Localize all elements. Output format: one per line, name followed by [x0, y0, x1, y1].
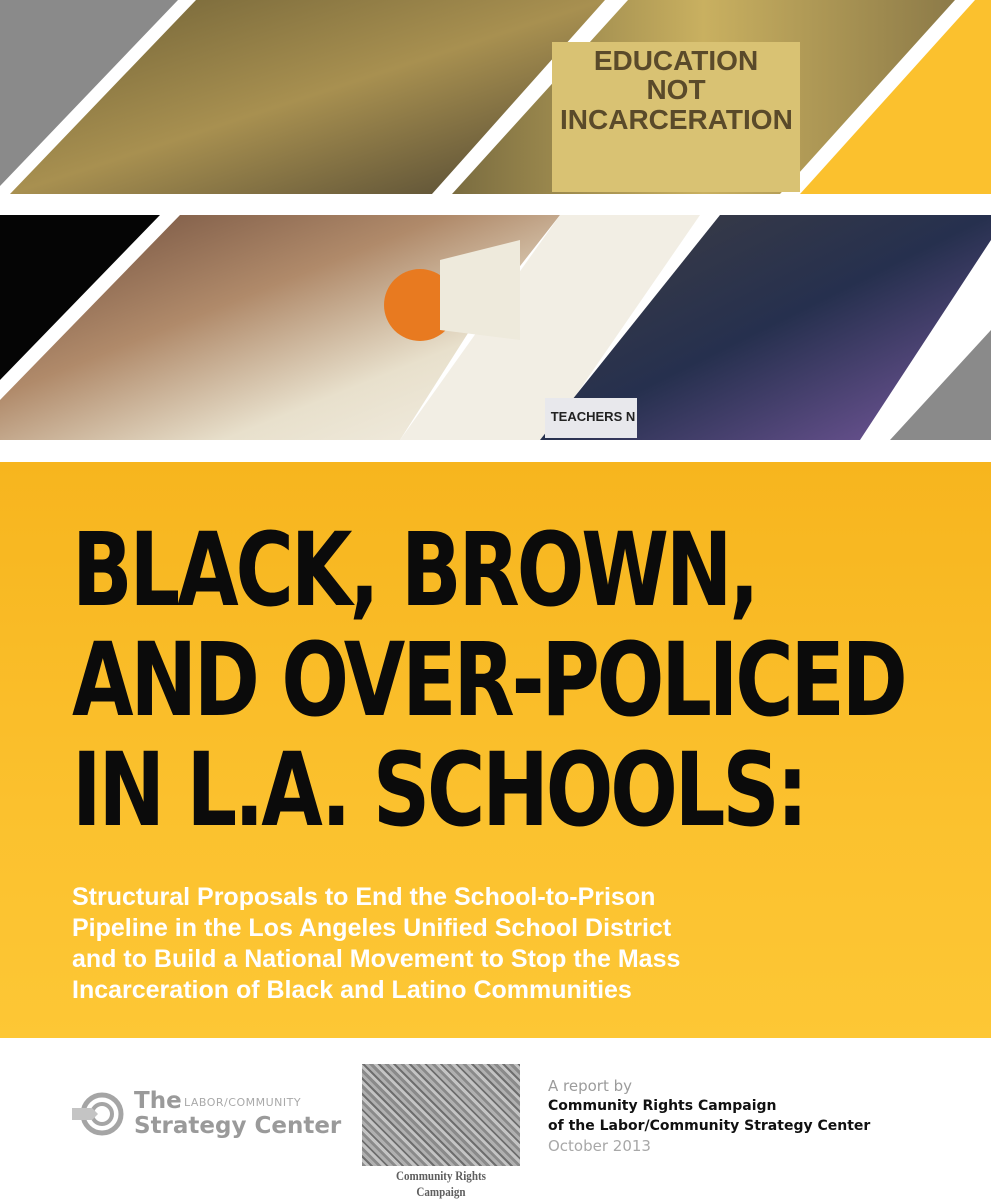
crc-logo: [362, 1064, 520, 1199]
credit-date: October 2013: [548, 1137, 651, 1155]
title-line: AND OVER-POLICED: [72, 621, 905, 740]
subtitle-line: Structural Proposals to End the School-to-Prison: [72, 883, 656, 911]
sign-text: [560, 46, 792, 134]
photo-collage: [0, 0, 991, 462]
credit-by: A report by: [548, 1077, 633, 1095]
report-credit: [548, 1076, 870, 1156]
title-band: [0, 462, 991, 1038]
target-icon: [72, 1092, 124, 1136]
banner-text: TEACHERS N: [550, 409, 636, 424]
lcsc-small-text: LABOR/COMMUNITY: [184, 1096, 302, 1109]
subtitle-line: and to Build a National Movement to Stop the Mass: [72, 945, 681, 973]
crc-logo-caption: Community Rights Campaign: [396, 1168, 486, 1199]
subtitle-line: Incarceration of Black and Latino Communities: [72, 976, 632, 1004]
title-line: IN L.A. SCHOOLS:: [72, 731, 806, 850]
report-title: [72, 511, 905, 850]
lcsc-logo: [72, 1086, 342, 1142]
cover-footer: [0, 1038, 991, 1200]
subtitle-line: Pipeline in the Los Angeles Unified School District: [72, 914, 672, 942]
credit-org-line: of the Labor/Community Strategy Center: [548, 1118, 871, 1134]
title-line: BLACK, BROWN,: [72, 511, 757, 630]
lcsc-main-text: Strategy Center: [134, 1113, 342, 1139]
collage-graphic: [0, 0, 991, 462]
sign-line: EDUCATION: [593, 45, 759, 76]
crc-logo-photo: [362, 1064, 520, 1166]
sign-line: INCARCERATION: [560, 103, 793, 135]
credit-org-line: Community Rights Campaign: [548, 1098, 777, 1114]
report-subtitle: [72, 882, 680, 1006]
sign-line: NOT: [646, 74, 706, 106]
lcsc-the: The: [134, 1088, 182, 1114]
